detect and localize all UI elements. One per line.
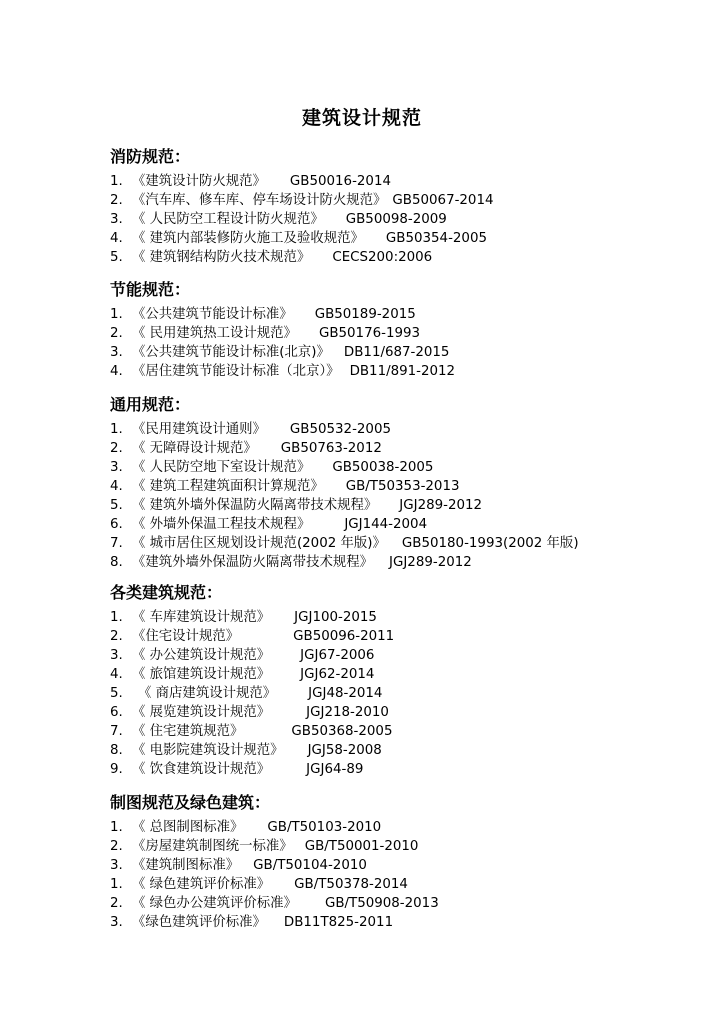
item-name: 《民用建筑设计通则》 (132, 422, 266, 437)
item-code: GB/T50378-2014 (294, 877, 408, 892)
item-number: 1. (110, 307, 123, 322)
list-item (110, 248, 690, 267)
item-name: 《 办公建筑设计规范》 (132, 648, 271, 663)
list-item (110, 343, 690, 362)
list-item (110, 741, 690, 760)
item-name: 《 电影院建筑设计规范》 (132, 743, 284, 758)
item-name: 《公共建筑节能设计标准》 (132, 307, 293, 322)
list-item (110, 646, 690, 665)
item-number: 1. (110, 422, 123, 437)
item-number: 3. (110, 858, 123, 873)
item-number: 1. (110, 610, 123, 625)
item-number: 7. (110, 724, 123, 739)
item-name: 《 无障碍设计规范》 (132, 441, 257, 456)
item-number: 2. (110, 193, 123, 208)
item-code: GB/T50104-2010 (253, 858, 367, 873)
item-name: 《居住建筑节能设计标准（北京）》 (132, 364, 340, 379)
item-code: GB50763-2012 (280, 441, 382, 456)
item-name: 《 城市居住区规划设计规范(2002 年版)》 (132, 536, 386, 551)
item-name: 《 展览建筑设计规范》 (132, 705, 271, 720)
item-name: 《住宅设计规范》 (132, 629, 240, 644)
list-item (110, 439, 690, 458)
item-code: GB/T50001-2010 (304, 839, 419, 854)
section-general-codes (110, 394, 690, 572)
item-number: 8. (110, 555, 123, 570)
section-heading: 制图规范及绿色建筑： (110, 793, 271, 812)
item-code: GB/T50103-2010 (267, 820, 382, 835)
item-number: 9. (110, 762, 123, 777)
item-name: 《 绿色办公建筑评价标准》 (132, 896, 297, 911)
item-code: DB11/891-2012 (349, 364, 456, 379)
item-code: JGJ67-2006 (300, 648, 375, 663)
list-item (110, 191, 690, 210)
item-number: 3. (110, 212, 123, 227)
item-name: 《建筑制图标准》 (132, 858, 240, 873)
list-item (110, 722, 690, 741)
list-item (110, 496, 690, 515)
item-number: 3. (110, 460, 123, 475)
item-name: 《 住宅建筑规范》 (132, 724, 244, 739)
item-number: 3. (110, 915, 123, 930)
list-item (110, 324, 690, 343)
item-number: 5. (110, 686, 123, 701)
list-item (110, 856, 690, 875)
section-drawing-green-codes (110, 792, 690, 932)
item-code: JGJ144-2004 (344, 517, 428, 532)
list-item (110, 553, 690, 572)
item-name: 《 建筑钢结构防火技术规范》 (132, 250, 311, 265)
item-code: GB50098-2009 (345, 212, 447, 227)
item-name: 《 绿色建筑评价标准》 (132, 877, 271, 892)
list-item (110, 684, 690, 703)
item-number: 6. (110, 517, 123, 532)
item-number: 4. (110, 479, 123, 494)
list-item (110, 913, 690, 932)
item-code: JGJ100-2015 (294, 610, 377, 625)
list-item (110, 172, 690, 191)
item-number: 3. (110, 345, 123, 360)
item-code: GB50016-2014 (289, 174, 391, 189)
item-number: 3. (110, 648, 123, 663)
item-code: GB50354-2005 (385, 231, 487, 246)
item-number: 4. (110, 231, 123, 246)
item-name: 《绿色建筑评价标准》 (132, 915, 266, 930)
item-name: 《 商店建筑设计规范》 (138, 686, 277, 701)
list-item (110, 362, 690, 381)
item-code: GB/T50353-2013 (345, 479, 460, 494)
list-item (110, 665, 690, 684)
item-code: GB50180-1993(2002 年版) (401, 536, 579, 551)
item-code: JGJ289-2012 (389, 555, 472, 570)
item-name: 《 建筑工程建筑面积计算规范》 (132, 479, 324, 494)
item-code: DB11T825-2011 (283, 915, 394, 930)
item-number: 1. (110, 174, 123, 189)
item-number: 1. (110, 820, 123, 835)
item-number: 4. (110, 667, 123, 682)
item-code: DB11/687-2015 (343, 345, 450, 360)
item-code: GB50038-2005 (332, 460, 434, 475)
section-building-type-codes (110, 582, 690, 779)
list-item (110, 608, 690, 627)
item-number: 7. (110, 536, 123, 551)
list-item (110, 875, 690, 894)
item-name: 《建筑外墙外保温防火隔离带技术规程》 (132, 555, 374, 570)
item-name: 《 建筑内部装修防火施工及验收规范》 (132, 231, 364, 246)
list-item (110, 703, 690, 722)
item-name: 《房屋建筑制图统一标准》 (132, 839, 293, 854)
list-item (110, 210, 690, 229)
item-name: 《 总图制图标准》 (132, 820, 244, 835)
item-number: 6. (110, 705, 123, 720)
list-item (110, 420, 690, 439)
item-name: 《 民用建筑热工设计规范》 (132, 326, 297, 341)
item-code: JGJ62-2014 (300, 667, 375, 682)
list-item (110, 458, 690, 477)
section-heading: 通用规范： (110, 395, 191, 414)
item-code: CECS200:2006 (332, 250, 433, 265)
item-number: 1. (110, 877, 123, 892)
item-number: 4. (110, 364, 123, 379)
list-item (110, 760, 690, 779)
item-code: GB50368-2005 (291, 724, 393, 739)
document-title: 建筑设计规范 (301, 107, 422, 129)
section-heading: 节能规范： (110, 280, 191, 299)
list-item (110, 627, 690, 646)
item-code: JGJ64-89 (306, 762, 364, 777)
item-code: JGJ58-2008 (307, 743, 382, 758)
item-name: 《 旅馆建筑设计规范》 (132, 667, 271, 682)
item-code: GB50067-2014 (392, 193, 494, 208)
item-name: 《汽车库、修车库、停车场设计防火规范》 (132, 193, 387, 208)
item-number: 8. (110, 743, 123, 758)
item-number: 5. (110, 250, 123, 265)
item-name: 《 饮食建筑设计规范》 (132, 762, 271, 777)
list-item (110, 818, 690, 837)
item-code: GB/T50908-2013 (324, 896, 439, 911)
item-name: 《 建筑外墙外保温防火隔离带技术规程》 (132, 498, 378, 513)
item-code: JGJ289-2012 (399, 498, 483, 513)
list-item (110, 515, 690, 534)
item-name: 《建筑设计防火规范》 (132, 174, 266, 189)
item-number: 5. (110, 498, 123, 513)
item-name: 《 外墙外保温工程技术规程》 (132, 517, 311, 532)
list-item (110, 229, 690, 248)
list-item (110, 534, 690, 553)
item-number: 2. (110, 629, 123, 644)
item-code: GB50176-1993 (318, 326, 421, 341)
item-number: 2. (110, 896, 123, 911)
item-name: 《 车库建筑设计规范》 (132, 610, 271, 625)
item-number: 2. (110, 441, 123, 456)
section-fire-codes (110, 146, 690, 267)
item-name: 《公共建筑节能设计标准(北京)》 (132, 345, 330, 360)
item-code: GB50532-2005 (289, 422, 391, 437)
item-name: 《 人民防空工程设计防火规范》 (132, 212, 324, 227)
section-heading: 各类建筑规范： (110, 583, 223, 602)
list-item (110, 305, 690, 324)
item-number: 2. (110, 839, 123, 854)
item-code: JGJ218-2010 (306, 705, 389, 720)
section-heading: 消防规范： (110, 147, 191, 166)
list-item (110, 837, 690, 856)
item-code: GB50189-2015 (314, 307, 416, 322)
list-item (110, 894, 690, 913)
item-code: JGJ48-2014 (308, 686, 383, 701)
item-name: 《 人民防空地下室设计规范》 (132, 460, 311, 475)
item-number: 2. (110, 326, 123, 341)
list-item (110, 477, 690, 496)
section-energy-codes (110, 279, 690, 381)
item-code: GB50096-2011 (293, 629, 395, 644)
